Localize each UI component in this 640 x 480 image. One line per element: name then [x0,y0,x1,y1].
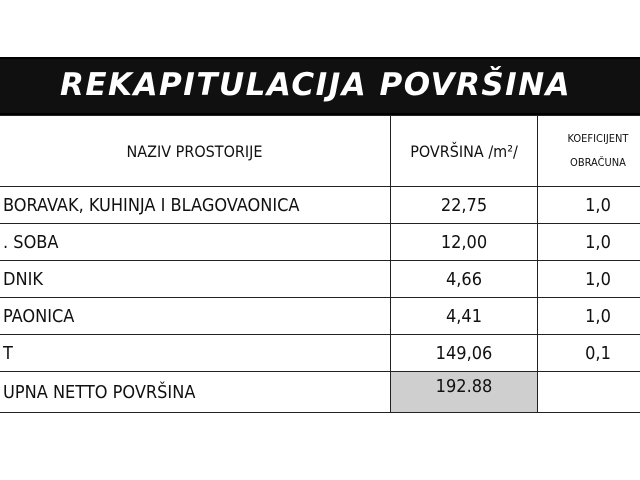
total-label: UPNA NETTO POVRŠINA [0,372,391,413]
room-coefficient: 1,0 [538,224,640,261]
table-row [0,261,640,298]
room-coefficient: 0,1 [538,335,640,372]
room-name: . SOBA [0,224,391,261]
table-row [0,335,640,372]
total-row [0,372,640,413]
room-name: T [0,335,391,372]
room-coefficient: 1,0 [538,261,640,298]
room-name: PAONICA [0,298,391,335]
room-area: 12,00 [391,224,538,261]
header-area: POVRŠINA /m²/ [391,116,538,187]
room-coefficient: 1,0 [538,187,640,224]
table-header-row [0,116,640,187]
header-room-name: NAZIV PROSTORIJE [0,116,391,187]
header-coefficient-line1: KOEFICIJENT [567,132,629,145]
total-coefficient [538,372,640,413]
table-row [0,224,640,261]
header-coefficient-line2: OBRAČUNA [570,156,626,169]
title-banner [0,57,640,115]
table-row [0,187,640,224]
room-coefficient: 1,0 [538,298,640,335]
header-coefficient [538,116,640,187]
room-name: DNIK [0,261,391,298]
total-area: 192.88 [391,372,538,413]
room-area: 149,06 [391,335,538,372]
room-area: 4,41 [391,298,538,335]
room-area: 22,75 [391,187,538,224]
room-area: 4,66 [391,261,538,298]
banner-title: REKAPITULACIJA POVRŠINA [60,67,572,103]
table-row [0,298,640,335]
recapitulation-table [0,115,640,413]
room-name: BORAVAK, KUHINJA I BLAGOVAONICA [0,187,391,224]
